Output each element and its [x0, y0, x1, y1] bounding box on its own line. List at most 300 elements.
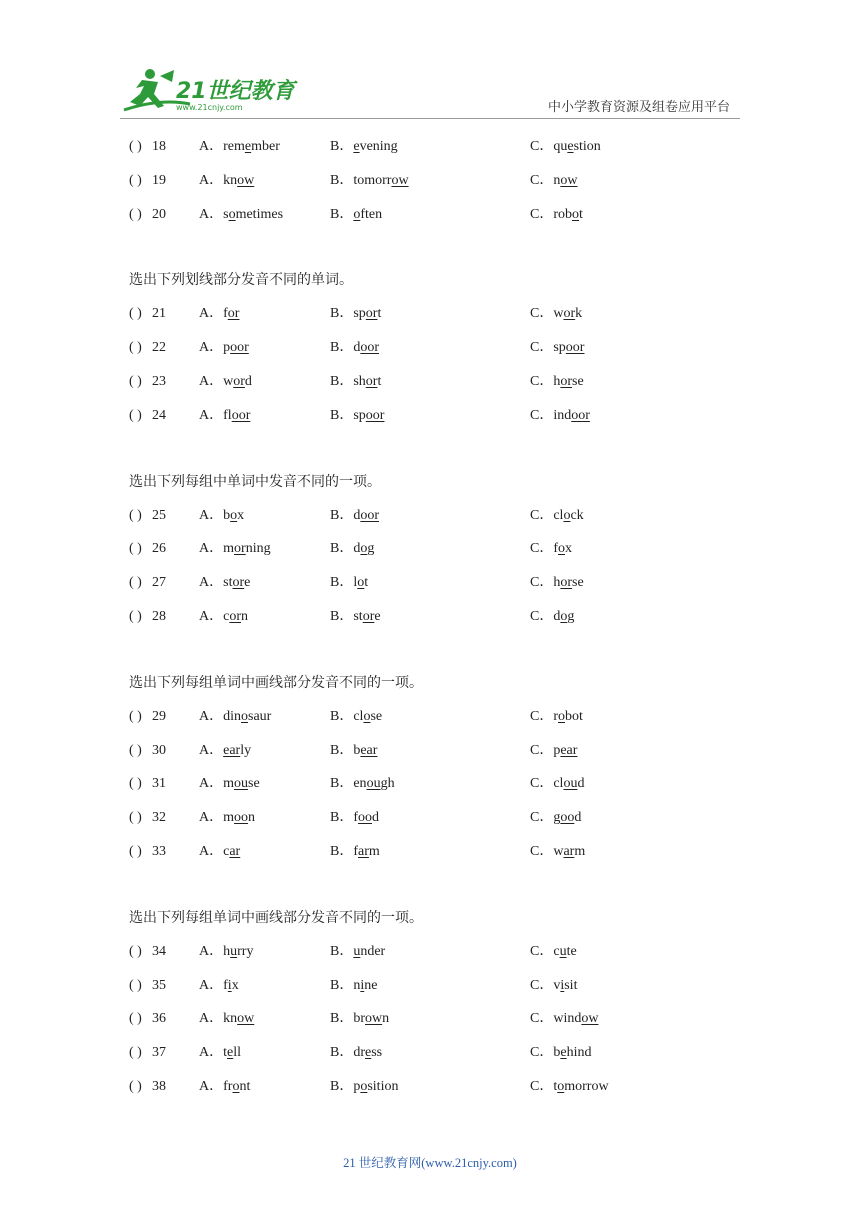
option-a: [199, 572, 250, 594]
underlined-sound: oor: [360, 507, 380, 523]
underlined-sound: o: [572, 206, 580, 222]
option-letter: B．: [330, 541, 354, 557]
option-word: [353, 541, 374, 556]
section-instruction: 选出下列每组中单词中发音不同的一项。: [129, 473, 381, 490]
underlined-sound: oo: [358, 810, 373, 826]
word-prefix: rob: [553, 206, 573, 222]
question-number: 18: [152, 139, 166, 154]
option-letter: A．: [199, 373, 224, 389]
question-row: [129, 303, 749, 337]
question-number: 37: [152, 1045, 166, 1061]
word-prefix: fr: [223, 1078, 233, 1094]
underlined-sound: o: [230, 507, 238, 523]
option-word: [353, 978, 377, 993]
word-suffix: d: [244, 373, 252, 389]
option-a: [199, 606, 248, 628]
word-suffix: gh: [380, 776, 395, 792]
option-c: [530, 371, 584, 393]
option-word: [353, 340, 379, 355]
option-c: [530, 204, 583, 226]
underlined-sound: or: [365, 306, 378, 322]
option-b: [330, 1008, 389, 1030]
option-c: [530, 1076, 609, 1098]
word-prefix: sp: [553, 340, 566, 356]
word-suffix: t: [377, 373, 382, 389]
word-prefix: kn: [223, 1011, 238, 1027]
question-row: [129, 606, 749, 640]
option-letter: C．: [530, 507, 554, 523]
option-a: [199, 1076, 250, 1098]
word-prefix: f: [353, 810, 359, 826]
question-row: [129, 572, 749, 606]
question-row: [129, 1076, 749, 1110]
option-letter: C．: [530, 810, 554, 826]
word-suffix: e: [374, 608, 381, 624]
underlined-sound: e: [560, 1045, 567, 1061]
underlined-sound: e: [227, 1045, 234, 1061]
option-letter: B．: [330, 810, 354, 826]
word-prefix: d: [553, 608, 561, 624]
answer-blank[interactable]: ( ): [129, 810, 142, 826]
option-c: [530, 538, 572, 560]
page-header: [0, 0, 860, 120]
underlined-sound: oor: [231, 407, 251, 423]
underlined-sound: or: [232, 575, 245, 591]
word-prefix: cl: [353, 708, 364, 724]
underlined-sound: oo: [560, 810, 575, 826]
word-suffix: m: [368, 843, 380, 859]
option-letter: C．: [530, 172, 554, 188]
option-word: [223, 944, 253, 959]
underlined-sound: ow: [237, 1011, 255, 1027]
word-prefix: r: [553, 708, 559, 724]
option-word: [223, 1011, 254, 1026]
option-c: [530, 572, 584, 594]
answer-blank[interactable]: ( ): [129, 206, 142, 222]
option-word: [223, 541, 270, 556]
word-suffix: vening: [359, 139, 398, 154]
underlined-sound: o: [557, 1078, 565, 1094]
word-suffix: x: [237, 507, 245, 523]
underlined-sound: oor: [565, 340, 585, 356]
option-word: [353, 306, 381, 321]
word-suffix: ne: [364, 977, 378, 993]
option-letter: B．: [330, 407, 354, 423]
question-number: 34: [152, 943, 166, 959]
underlined-sound: o: [360, 541, 368, 557]
option-word: [223, 173, 254, 188]
option-word: [553, 139, 600, 154]
option-c: [530, 170, 577, 192]
option-word: [223, 575, 250, 590]
word-prefix: c: [223, 608, 230, 624]
word-suffix: se: [572, 373, 584, 389]
question-number: 27: [152, 575, 166, 591]
word-suffix: bot: [565, 708, 583, 724]
word-suffix: rry: [237, 943, 254, 959]
word-prefix: d: [353, 541, 361, 557]
option-letter: C．: [530, 139, 554, 154]
underlined-sound: or: [362, 608, 375, 624]
underlined-sound: or: [365, 373, 378, 389]
option-letter: B．: [330, 340, 354, 356]
option-word: [223, 374, 252, 389]
option-letter: C．: [530, 708, 554, 724]
word-prefix: tomorr: [353, 172, 392, 188]
word-prefix: c: [223, 843, 230, 859]
option-letter: A．: [199, 708, 224, 724]
word-prefix: st: [223, 575, 233, 591]
option-a: [199, 136, 280, 158]
word-suffix: ning: [245, 541, 271, 557]
word-suffix: t: [579, 206, 583, 222]
question-row: [129, 807, 749, 841]
word-prefix: t: [553, 1078, 558, 1094]
option-letter: C．: [530, 206, 554, 222]
question-row: [129, 505, 749, 539]
option-c: [530, 740, 577, 762]
word-suffix: k: [575, 306, 583, 322]
underlined-sound: or: [233, 373, 245, 389]
question-row: [129, 170, 749, 204]
answer-blank[interactable]: ( ): [129, 608, 142, 624]
underlined-sound: u: [353, 943, 361, 959]
option-word: [353, 944, 385, 959]
word-prefix: w: [553, 306, 564, 322]
word-suffix: mber: [251, 139, 280, 154]
question-number: 22: [152, 340, 166, 356]
option-c: [530, 303, 582, 325]
underlined-sound: or: [560, 575, 573, 591]
word-prefix: w: [553, 843, 564, 859]
option-letter: B．: [330, 206, 354, 222]
option-letter: B．: [330, 708, 354, 724]
word-suffix: g: [367, 541, 375, 557]
option-b: [330, 740, 377, 762]
word-suffix: ll: [233, 1045, 242, 1061]
word-prefix: din: [223, 708, 242, 724]
underlined-sound: o: [560, 608, 568, 624]
option-word: [353, 1045, 382, 1060]
section-instruction: 选出下列划线部分发音不同的单词。: [129, 272, 353, 289]
option-a: [199, 740, 251, 762]
answer-blank[interactable]: ( ): [129, 541, 142, 557]
option-letter: C．: [530, 1078, 554, 1094]
word-prefix: st: [353, 608, 363, 624]
question-list: [129, 136, 749, 1110]
word-prefix: l: [353, 575, 358, 591]
question-number: 25: [152, 507, 166, 523]
word-suffix: se: [572, 575, 584, 591]
question-number: 23: [152, 373, 166, 389]
answer-blank[interactable]: ( ): [129, 507, 142, 523]
word-prefix: dr: [353, 1045, 366, 1061]
option-c: [530, 337, 584, 359]
section-instruction: 选出下列每组单词中画线部分发音不同的一项。: [129, 909, 423, 926]
option-b: [330, 1076, 398, 1098]
option-letter: B．: [330, 172, 354, 188]
option-letter: B．: [330, 1045, 354, 1061]
option-c: [530, 136, 601, 158]
option-letter: A．: [199, 977, 224, 993]
word-suffix: nder: [360, 943, 386, 959]
underlined-sound: ou: [563, 776, 578, 792]
option-c: [530, 405, 590, 427]
underlined-sound: o: [241, 708, 249, 724]
answer-blank[interactable]: ( ): [129, 1078, 142, 1094]
underlined-sound: o: [558, 541, 566, 557]
option-word: [223, 810, 255, 825]
option-word: [353, 810, 379, 825]
option-word: [223, 844, 240, 859]
underlined-sound: ear: [560, 742, 578, 758]
section-gap: [129, 640, 749, 672]
option-a: [199, 841, 240, 863]
underlined-sound: o: [232, 1078, 240, 1094]
option-word: [353, 173, 408, 188]
option-word: [553, 743, 577, 758]
option-word: [353, 374, 381, 389]
underlined-sound: or: [227, 306, 240, 322]
option-b: [330, 204, 382, 226]
word-prefix: qu: [553, 139, 568, 154]
question-row: [129, 941, 749, 975]
word-prefix: p: [353, 1078, 361, 1094]
option-word: [553, 173, 577, 188]
option-b: [330, 405, 384, 427]
word-prefix: m: [223, 810, 235, 826]
word-suffix: ck: [570, 507, 584, 523]
option-letter: C．: [530, 1011, 554, 1027]
question-row: [129, 841, 749, 875]
option-b: [330, 136, 398, 158]
word-prefix: f: [223, 306, 228, 322]
question-row: [129, 405, 749, 439]
question-number: 38: [152, 1078, 166, 1094]
word-suffix: se: [370, 708, 383, 724]
option-letter: B．: [330, 943, 354, 959]
option-letter: A．: [199, 776, 224, 792]
page-footer: 21 世纪教育网(www.21cnjy.com): [343, 1156, 517, 1170]
option-letter: B．: [330, 1011, 354, 1027]
word-suffix: d: [574, 810, 582, 826]
option-c: [530, 841, 585, 863]
word-suffix: n: [382, 1011, 390, 1027]
word-prefix: v: [553, 977, 561, 993]
option-word: [353, 1079, 398, 1094]
underlined-sound: e: [244, 139, 252, 154]
underlined-sound: ow: [391, 172, 409, 188]
underlined-sound: i: [360, 977, 365, 993]
option-letter: A．: [199, 206, 224, 222]
option-letter: A．: [199, 575, 224, 591]
option-c: [530, 807, 581, 829]
option-word: [553, 541, 572, 556]
answer-blank[interactable]: ( ): [129, 977, 142, 993]
option-word: [553, 575, 583, 590]
underlined-sound: ear: [223, 742, 241, 758]
option-word: [553, 207, 583, 222]
option-a: [199, 303, 239, 325]
option-word: [223, 978, 239, 993]
word-prefix: wind: [553, 1011, 582, 1027]
underlined-sound: or: [560, 373, 573, 389]
option-a: [199, 505, 244, 527]
option-letter: B．: [330, 139, 354, 154]
underlined-sound: oor: [360, 340, 380, 356]
answer-blank[interactable]: ( ): [129, 1011, 142, 1027]
question-number: 33: [152, 843, 166, 859]
option-word: [553, 1045, 591, 1060]
option-letter: B．: [330, 1078, 354, 1094]
question-number: 36: [152, 1011, 166, 1027]
option-word: [553, 609, 574, 624]
underlined-sound: oor: [230, 340, 249, 356]
option-letter: A．: [199, 541, 224, 557]
option-a: [199, 405, 250, 427]
question-row: [129, 371, 749, 405]
option-b: [330, 371, 381, 393]
option-letter: A．: [199, 943, 224, 959]
underlined-sound: ou: [234, 776, 249, 792]
logo-url: www.21cnjy.com: [176, 103, 243, 112]
question-number: 30: [152, 742, 166, 758]
option-word: [223, 743, 251, 758]
word-prefix: f: [223, 977, 228, 993]
option-word: [553, 306, 582, 321]
word-prefix: br: [353, 1011, 366, 1027]
option-letter: C．: [530, 373, 554, 389]
question-row: [129, 538, 749, 572]
option-word: [353, 139, 397, 154]
answer-blank[interactable]: ( ): [129, 340, 142, 356]
option-word: [553, 810, 581, 825]
option-letter: B．: [330, 977, 354, 993]
answer-blank[interactable]: ( ): [129, 943, 142, 959]
word-suffix: ss: [371, 1045, 383, 1061]
underlined-sound: i: [227, 977, 232, 993]
option-a: [199, 975, 239, 997]
word-suffix: t: [364, 575, 369, 591]
answer-blank[interactable]: ( ): [129, 708, 142, 724]
section-gap: [129, 439, 749, 471]
question-number: 35: [152, 977, 166, 993]
question-row: [129, 706, 749, 740]
option-b: [330, 807, 379, 829]
header-divider: [120, 118, 740, 119]
option-word: [353, 1011, 389, 1026]
word-suffix: sit: [564, 977, 578, 993]
question-number: 29: [152, 708, 166, 724]
option-a: [199, 941, 253, 963]
option-word: [353, 776, 394, 791]
option-word: [553, 508, 583, 523]
answer-blank[interactable]: ( ): [129, 407, 142, 423]
question-row: [129, 1042, 749, 1076]
option-a: [199, 538, 271, 560]
word-prefix: g: [553, 810, 561, 826]
word-prefix: h: [553, 575, 561, 591]
word-prefix: w: [223, 373, 234, 389]
option-letter: A．: [199, 608, 224, 624]
section-gap: [129, 237, 749, 269]
option-letter: C．: [530, 608, 554, 624]
word-suffix: sition: [367, 1078, 399, 1094]
option-a: [199, 170, 254, 192]
option-word: [223, 340, 249, 355]
answer-blank[interactable]: ( ): [129, 776, 142, 792]
option-letter: C．: [530, 742, 554, 758]
answer-blank[interactable]: ( ): [129, 306, 142, 322]
option-c: [530, 706, 583, 728]
question-number: 28: [152, 608, 166, 624]
option-letter: A．: [199, 1078, 224, 1094]
question-row: [129, 740, 749, 774]
option-a: [199, 337, 249, 359]
option-word: [553, 1079, 608, 1094]
option-letter: C．: [530, 943, 554, 959]
option-word: [553, 340, 584, 355]
underlined-sound: ear: [360, 742, 378, 758]
answer-blank[interactable]: ( ): [129, 373, 142, 389]
option-b: [330, 841, 380, 863]
answer-blank[interactable]: ( ): [129, 139, 142, 154]
underlined-sound: ar: [358, 843, 369, 859]
word-suffix: nt: [239, 1078, 251, 1094]
word-suffix: te: [566, 943, 577, 959]
option-letter: B．: [330, 843, 354, 859]
question-row: [129, 337, 749, 371]
answer-blank[interactable]: ( ): [129, 575, 142, 591]
option-c: [530, 941, 577, 963]
word-prefix: cl: [553, 776, 564, 792]
question-number: 32: [152, 810, 166, 826]
option-a: [199, 1042, 241, 1064]
word-prefix: d: [353, 507, 361, 523]
answer-blank[interactable]: ( ): [129, 742, 142, 758]
word-suffix: m: [574, 843, 586, 859]
underlined-sound: ow: [560, 172, 578, 188]
word-prefix: en: [353, 776, 367, 792]
underlined-sound: e: [353, 139, 360, 154]
underlined-sound: o: [228, 206, 236, 222]
answer-blank[interactable]: ( ): [129, 1045, 142, 1061]
question-number: 26: [152, 541, 166, 557]
option-letter: A．: [199, 742, 224, 758]
option-word: [553, 776, 584, 791]
answer-blank[interactable]: ( ): [129, 843, 142, 859]
option-a: [199, 807, 255, 829]
logo: [120, 66, 300, 116]
option-word: [223, 139, 280, 154]
option-c: [530, 1042, 591, 1064]
option-letter: B．: [330, 608, 354, 624]
word-suffix: x: [231, 977, 239, 993]
word-prefix: rem: [223, 139, 245, 154]
underlined-sound: o: [360, 1078, 368, 1094]
option-c: [530, 505, 584, 527]
option-letter: A．: [199, 306, 224, 322]
option-letter: C．: [530, 541, 554, 557]
option-a: [199, 371, 252, 393]
option-word: [553, 374, 583, 389]
underlined-sound: o: [563, 507, 571, 523]
word-prefix: n: [353, 977, 361, 993]
underlined-sound: ou: [366, 776, 381, 792]
option-letter: A．: [199, 139, 224, 154]
answer-blank[interactable]: ( ): [129, 172, 142, 188]
option-b: [330, 606, 381, 628]
